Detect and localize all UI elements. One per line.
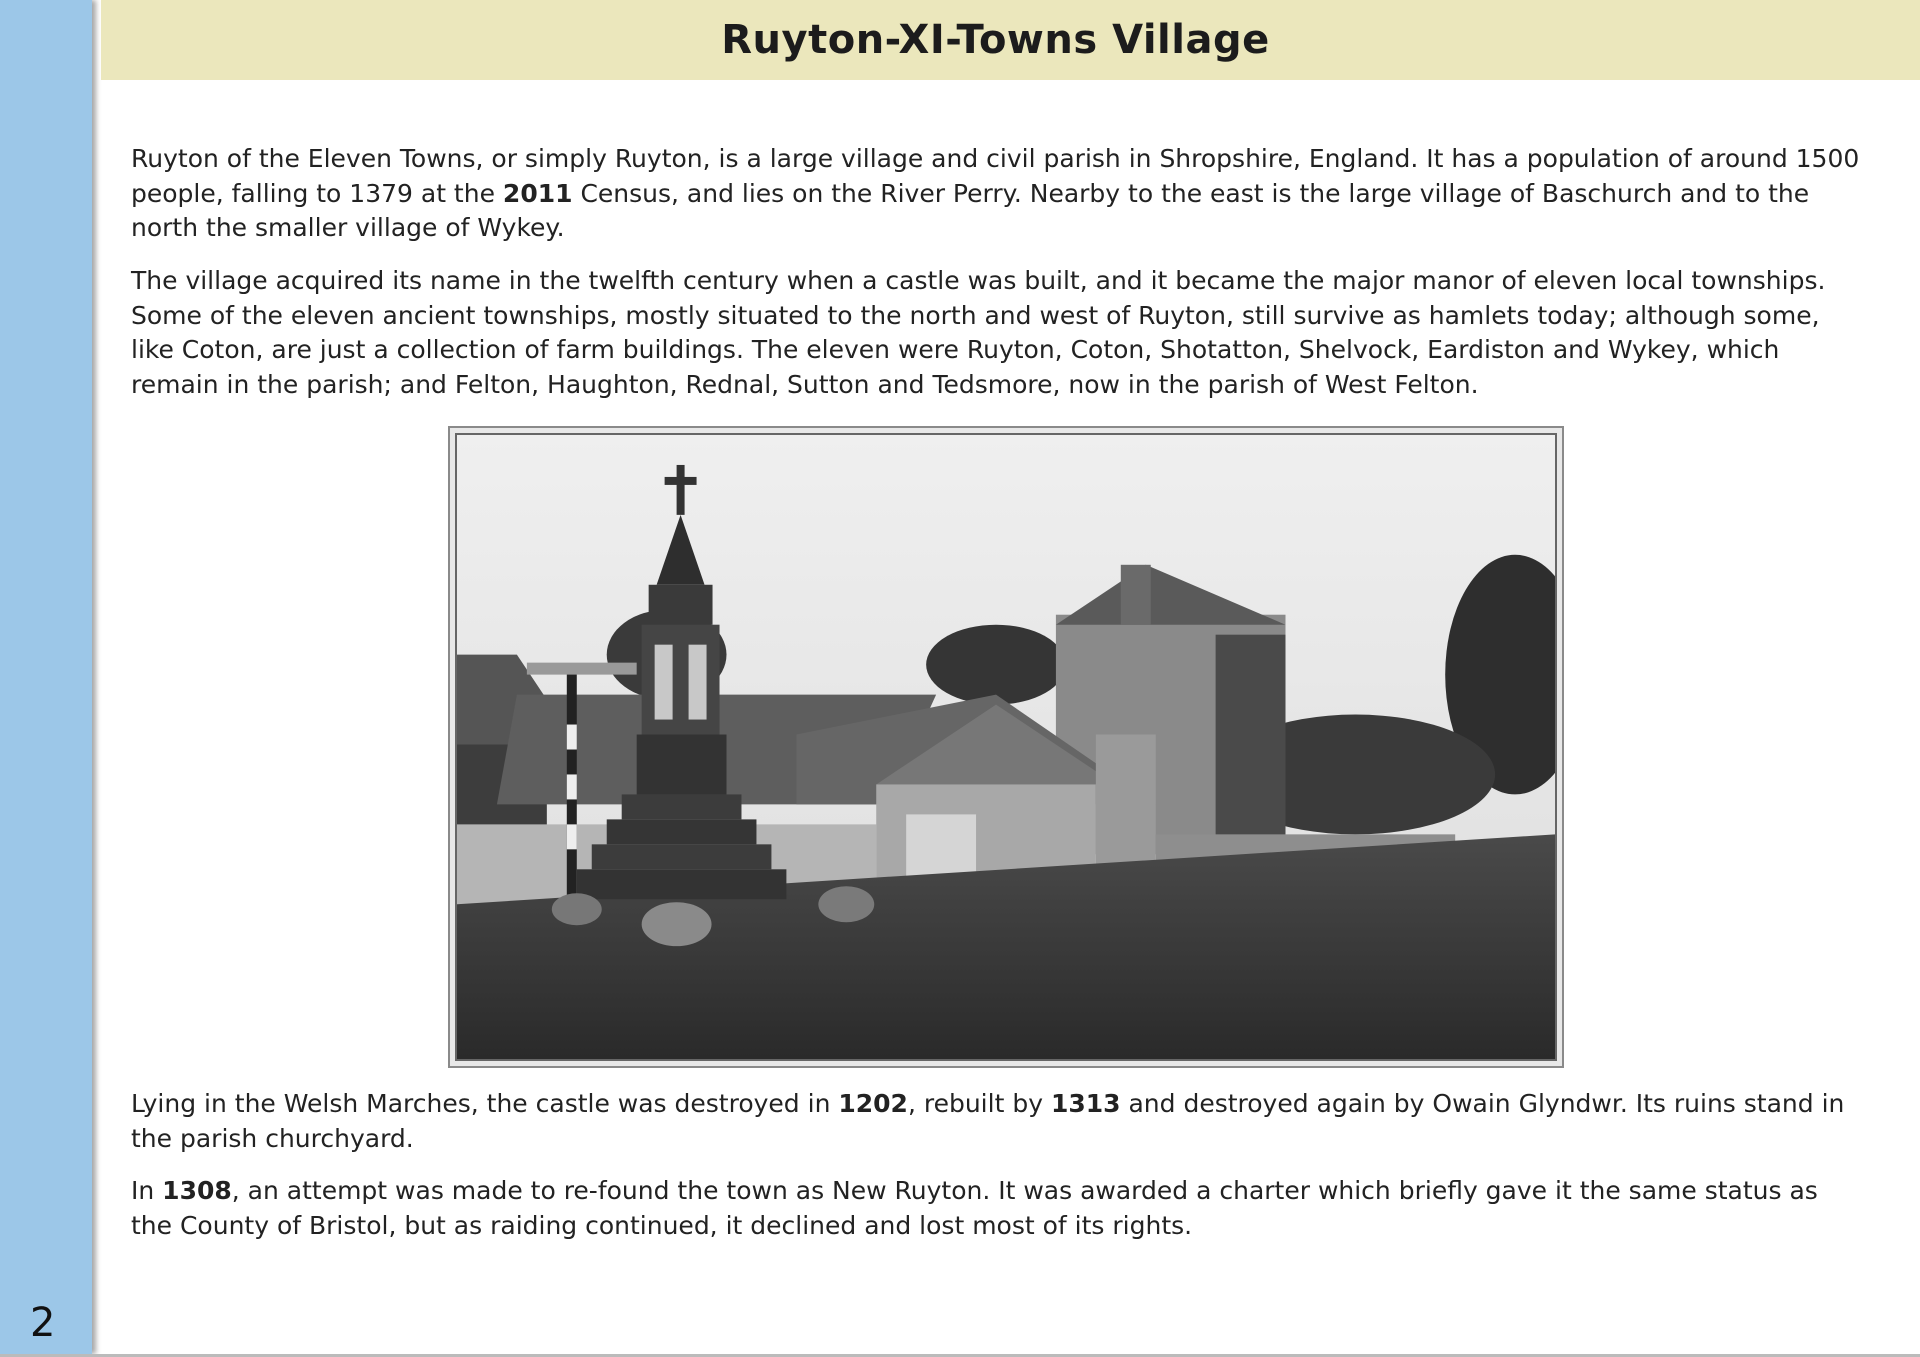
paragraph-new-ruyton — [131, 1174, 1861, 1243]
paragraph-castle-history — [131, 1087, 1861, 1156]
paragraph-intro — [131, 142, 1861, 246]
paragraph-text: Ruyton of the Eleven Towns, or simply Ruyton, is a large village and civil parish in Shropshire, England. It has a population of around 1500 people, falling to 1379 at the — [131, 144, 1860, 208]
bold-year: 2011 — [502, 178, 573, 208]
bold-year: 1313 — [1050, 1089, 1121, 1118]
paragraph-text: Census, and lies on the River Perry. Nearby to the east is the large village of Baschurch and to the north the smaller village of Wykey. — [131, 178, 1810, 242]
page-header — [101, 0, 1920, 80]
paragraph-text: Lying in the Welsh Marches, the castle was destroyed in — [131, 1089, 839, 1118]
page-title: Ruyton-XI-Towns Village — [721, 17, 1270, 63]
paragraph-text: The village acquired its name in the twelfth century when a castle was built, and it became the major manor of eleven local townships. Some of the eleven ancient townships, mostly situated to the north and west of Ruyton, still survive as hamlets today; although some, like Coton, are just a collection of farm buildings. The eleven were Ruyton, Coton, Shotatton, Shelvock, Eardiston and Wykey, which remain in the parish; and Felton, Haughton, Rednal, Sutton and Tedsmore, now in the parish of West Felton. — [131, 266, 1826, 399]
page-sidebar — [0, 0, 92, 1354]
village-photo — [448, 426, 1564, 1068]
bold-year: 1202 — [838, 1089, 908, 1118]
paragraph-text: In — [131, 1176, 163, 1205]
village-cross-photo-image — [455, 433, 1557, 1061]
page-number: 2 — [30, 1300, 56, 1346]
paragraph-name-origin — [131, 264, 1861, 402]
paragraph-text: , rebuilt by — [907, 1089, 1051, 1118]
bold-year: 1308 — [162, 1176, 232, 1205]
paragraph-text: and destroyed again by Owain Glyndwr. Its ruins stand in the parish churchyard. — [131, 1089, 1845, 1153]
paragraph-text: , an attempt was made to re-found the town as New Ruyton. It was awarded a charter which briefly gave it the same status as the County of Bristol, but as raiding continued, it declined and lost most of its rights. — [131, 1176, 1818, 1240]
